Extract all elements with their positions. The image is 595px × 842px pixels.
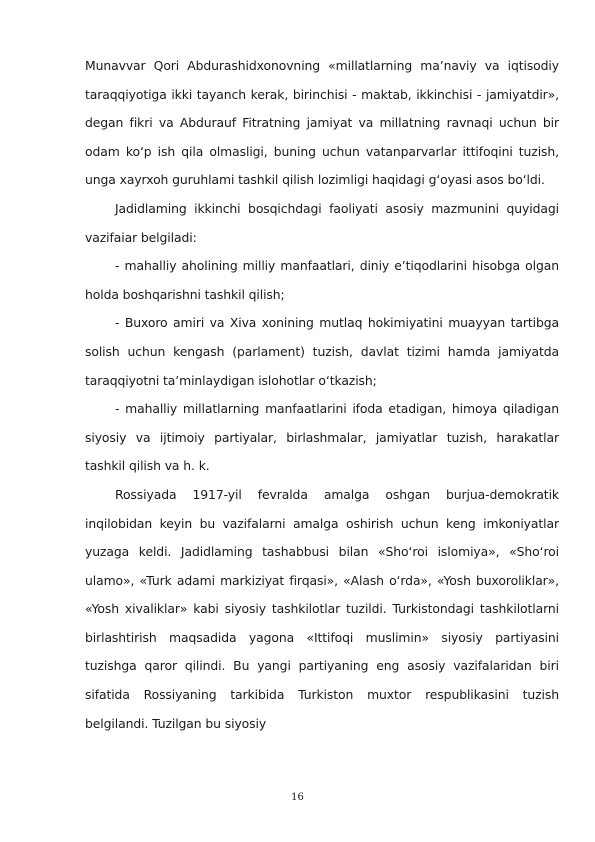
paragraph: Munavvar Qori Abdurashidxonovning «millatlarning maʼnaviy va iqtisodiy taraqqiyotiga ikki tayanch kerak, birinchisi - maktab, ikkinchisi - jamiyatdir», degan fikri va Abdurauf Fitratning jamiyat va millatning ravnaqi uchun bir odam koʻp ish qila olmasligi, buning uchun vatanparvarlar ittifoqini tuzish, unga xayrxoh guruhlami tashkil qilish lozimligi haqidagi gʻoyasi asos boʻldi.	[85, 58, 559, 188]
paragraph: Rossiyada 1917-yil fevralda amalga oshgan burjua-demokratik inqilobidan keyin bu vazifalarni amalga oshirish uchun keng imkoniyatlar yuzaga keldi. Jadidlaming tashabbusi bilan «Shoʻroi islomiya», «Shoʻroi ulamo», «Turk adami markiziyat firqasi», «Alash oʻrda», «Yosh buxoroliklar», «Yosh xivaliklar» kabi siyosiy tashkilotlar tuzildi. Turkistondagi tashkilotlarni birlashtirish maqsadida yagona «Ittifoqi muslimin» siyosiy partiyasini tuzishga qaror qilindi. Bu yangi partiyaning eng asosiy vazifalaridan biri sifatida Rossiyaning tarkibida Turkiston muxtor respublikasini tuzish belgilandi. Tuzilgan bu siyosiy	[85, 486, 559, 731]
page-number: 16	[291, 792, 304, 803]
list-item: - mahalliy aholining milliy manfaatlari, diniy eʼtiqodlarini hisobga olgan holda boshqarishni tashkil qilish;	[85, 258, 559, 302]
page-body	[85, 52, 559, 738]
list-item: - Buxoro amiri va Xiva xonining mutlaq hokimiyatini muayyan tartibga solish uchun kengash (parlament) tuzish, davlat tizimi hamda jamiyatda taraqqiyotni taʼminlaydigan islohotlar oʻtkazish;	[85, 315, 559, 388]
paragraph: Jadidlaming ikkinchi bosqichdagi faoliyati asosiy mazmunini quyidagi vazifaiar belgiladi:	[85, 200, 559, 245]
list-item: - mahalliy millatlarning manfaatlarini ifoda etadigan, himoya qiladigan siyosiy va ijtimoiy partiyalar, birlashmalar, jamiyatlar tuzish, harakatlar tashkil qilish va h. k.	[85, 401, 559, 474]
